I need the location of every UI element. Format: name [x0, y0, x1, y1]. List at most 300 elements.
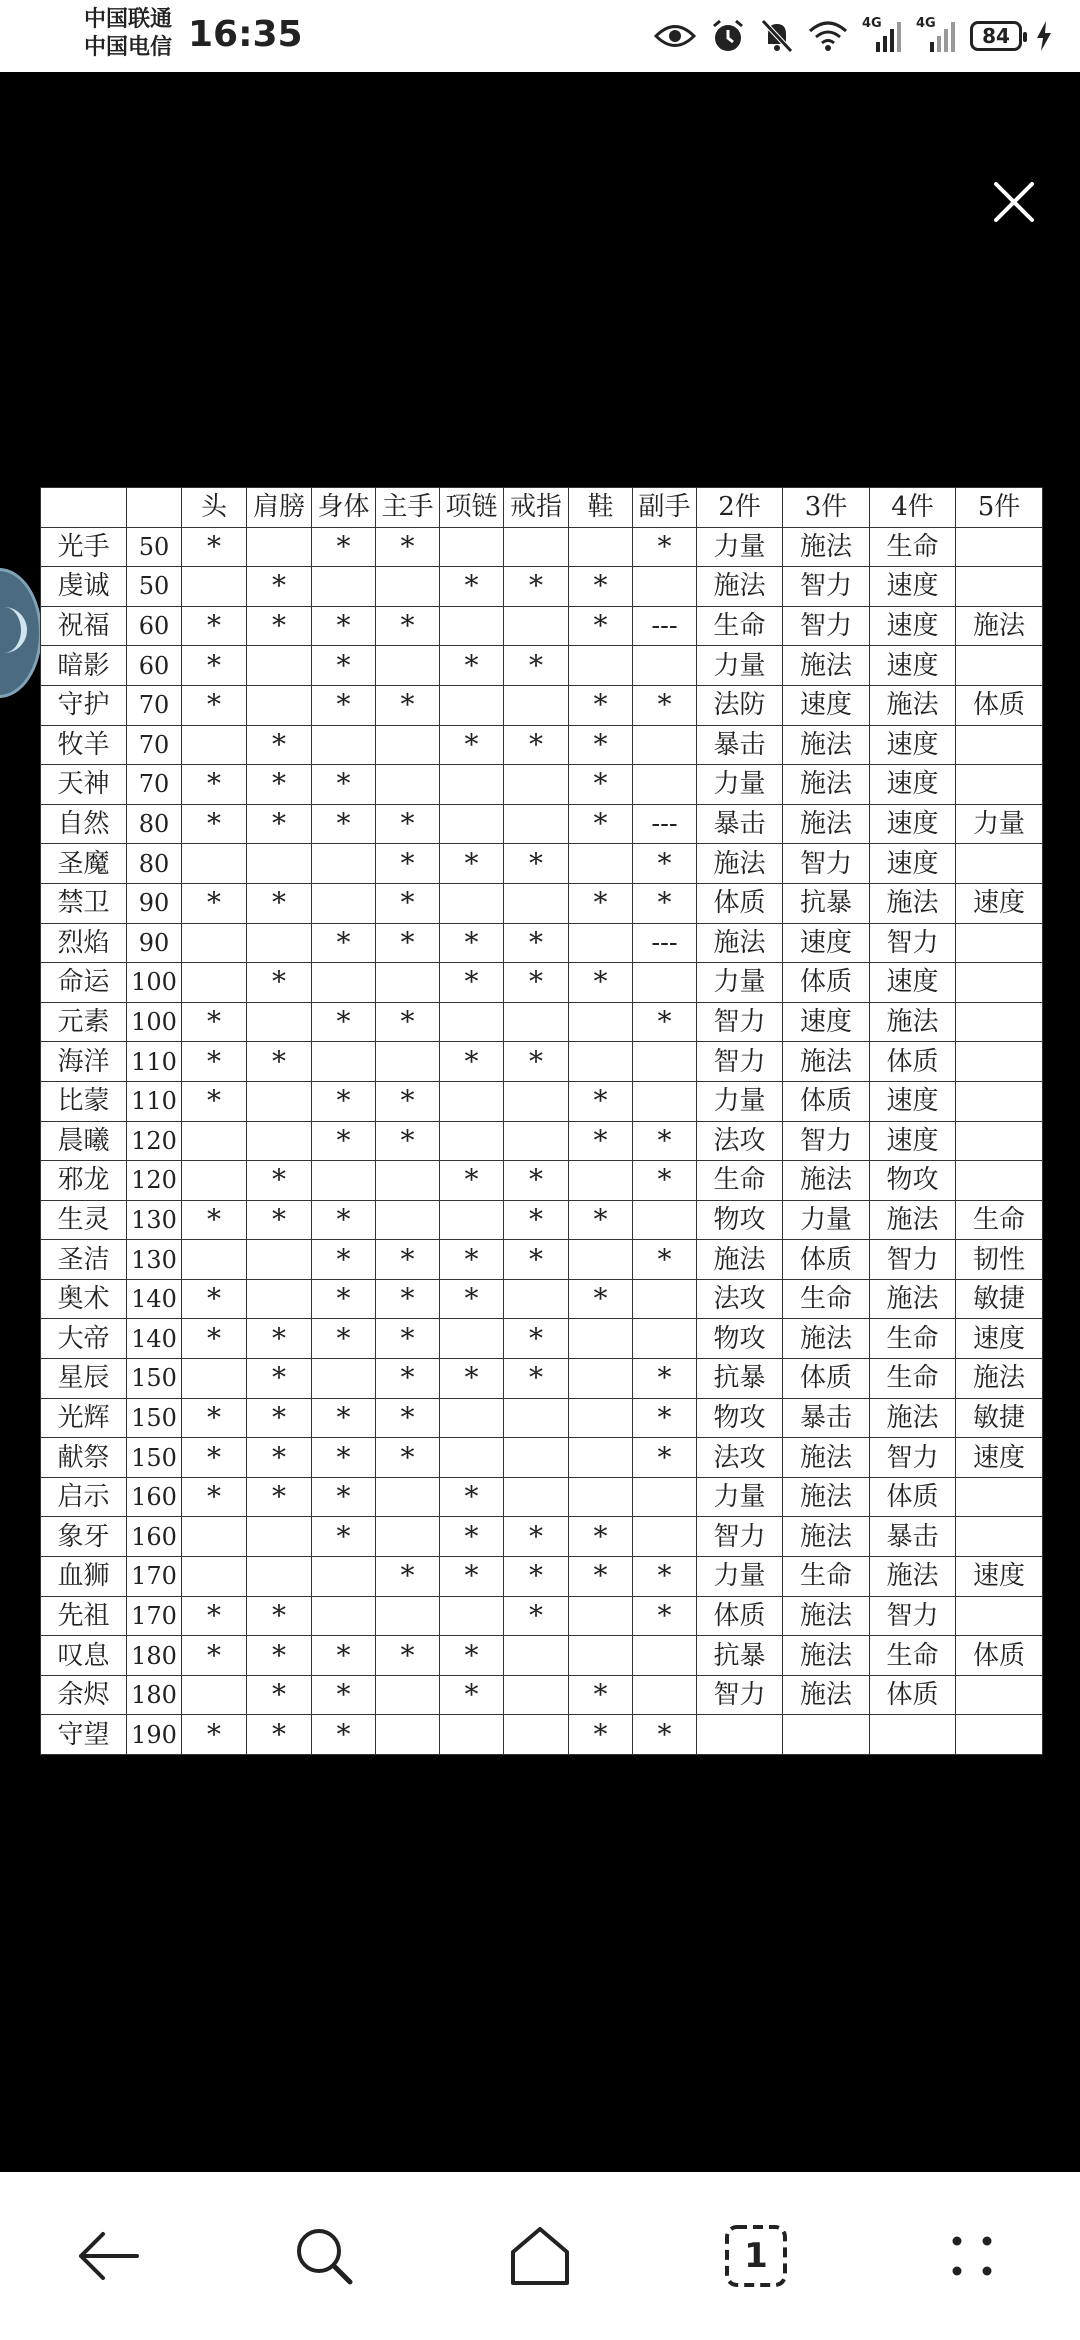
table-cell: *: [440, 844, 504, 884]
table-cell: [182, 1359, 247, 1399]
table-cell: [312, 1161, 376, 1201]
table-cell: *: [376, 804, 440, 844]
table-cell: [182, 725, 247, 765]
table-cell: [569, 646, 633, 686]
network-type-2: 4G: [916, 16, 936, 31]
table-cell: 体质: [783, 963, 870, 1003]
table-cell: 圣洁: [41, 1240, 127, 1280]
table-cell: [182, 1240, 247, 1280]
table-cell: *: [504, 1240, 569, 1280]
eye-icon: [654, 21, 696, 51]
table-cell: *: [440, 1279, 504, 1319]
table-cell: *: [312, 804, 376, 844]
table-cell: [247, 685, 312, 725]
table-cell: 90: [127, 883, 182, 923]
mute-bell-icon: [760, 18, 794, 54]
table-cell: *: [182, 883, 247, 923]
table-cell: [633, 963, 697, 1003]
table-cell: ---: [633, 923, 697, 963]
table-header-cell: 副手: [633, 488, 697, 528]
table-row: [41, 1279, 1043, 1319]
table-cell: 生命: [870, 1319, 956, 1359]
table-cell: 力量: [697, 646, 783, 686]
table-cell: [956, 1042, 1043, 1082]
table-cell: 血狮: [41, 1557, 127, 1597]
table-cell: 法攻: [697, 1121, 783, 1161]
table-cell: 180: [127, 1636, 182, 1676]
table-cell: 命运: [41, 963, 127, 1003]
table-cell: *: [633, 1398, 697, 1438]
table-cell: *: [247, 606, 312, 646]
table-cell: 邪龙: [41, 1161, 127, 1201]
table-cell: 法防: [697, 685, 783, 725]
table-cell: 力量: [697, 527, 783, 567]
table-cell: 生命: [870, 1636, 956, 1676]
table-cell: *: [247, 567, 312, 607]
table-cell: *: [182, 1279, 247, 1319]
table-cell: 施法: [870, 1557, 956, 1597]
table-cell: 光手: [41, 527, 127, 567]
table-cell: 施法: [783, 725, 870, 765]
table-cell: 智力: [697, 1002, 783, 1042]
table-cell: [376, 1200, 440, 1240]
table-cell: 烈焰: [41, 923, 127, 963]
table-cell: 生灵: [41, 1200, 127, 1240]
table-cell: 智力: [783, 606, 870, 646]
battery-level: 84: [982, 24, 1010, 48]
table-cell: 牧羊: [41, 725, 127, 765]
table-cell: *: [376, 883, 440, 923]
table-cell: *: [312, 1398, 376, 1438]
table-cell: *: [312, 1279, 376, 1319]
table-cell: *: [376, 1081, 440, 1121]
table-row: [41, 1596, 1043, 1636]
table-cell: [504, 1279, 569, 1319]
table-cell: 施法: [783, 1319, 870, 1359]
table-row: [41, 1161, 1043, 1201]
table-row: [41, 527, 1043, 567]
table-header-row: [41, 488, 1043, 528]
back-button[interactable]: [58, 2206, 158, 2306]
table-cell: *: [312, 1477, 376, 1517]
table-cell: [504, 1398, 569, 1438]
table-cell: 生命: [783, 1279, 870, 1319]
table-cell: [569, 1596, 633, 1636]
table-cell: *: [504, 923, 569, 963]
table-cell: *: [182, 1636, 247, 1676]
table-cell: 160: [127, 1477, 182, 1517]
table-cell: *: [633, 1438, 697, 1478]
table-cell: [440, 1596, 504, 1636]
table-row: [41, 1715, 1043, 1755]
table-cell: [312, 963, 376, 1003]
table-cell: *: [376, 1002, 440, 1042]
table-cell: 速度: [870, 844, 956, 884]
table-cell: 智力: [870, 1596, 956, 1636]
table-row: [41, 567, 1043, 607]
table-cell: *: [312, 923, 376, 963]
table-cell: *: [633, 685, 697, 725]
table-cell: 施法: [697, 1240, 783, 1280]
table-cell: *: [569, 883, 633, 923]
table-cell: [440, 1081, 504, 1121]
table-header-cell: 3件: [783, 488, 870, 528]
table-cell: 施法: [870, 685, 956, 725]
table-cell: [376, 1596, 440, 1636]
table-cell: 象牙: [41, 1517, 127, 1557]
table-cell: *: [569, 1715, 633, 1755]
table-cell: 施法: [870, 1398, 956, 1438]
tabs-button[interactable]: [706, 2206, 806, 2306]
close-icon: [984, 172, 1044, 232]
table-cell: [956, 1081, 1043, 1121]
table-cell: 速度: [956, 1319, 1043, 1359]
table-cell: *: [182, 606, 247, 646]
table-cell: *: [312, 765, 376, 805]
table-cell: *: [182, 1438, 247, 1478]
table-cell: 150: [127, 1359, 182, 1399]
table-cell: *: [440, 1517, 504, 1557]
table-cell: [633, 1675, 697, 1715]
table-cell: *: [504, 963, 569, 1003]
table-cell: *: [569, 765, 633, 805]
table-cell: [633, 1517, 697, 1557]
table-row: [41, 646, 1043, 686]
table-cell: *: [247, 1042, 312, 1082]
table-cell: 体质: [956, 1636, 1043, 1676]
table-cell: *: [569, 606, 633, 646]
table-cell: *: [633, 883, 697, 923]
table-cell: [504, 1081, 569, 1121]
table-cell: *: [569, 567, 633, 607]
table-cell: 献祭: [41, 1438, 127, 1478]
table-cell: [376, 1477, 440, 1517]
table-row: [41, 1002, 1043, 1042]
table-cell: *: [440, 725, 504, 765]
table-cell: *: [569, 804, 633, 844]
table-cell: 体质: [870, 1042, 956, 1082]
table-cell: 速度: [783, 923, 870, 963]
table-cell: *: [376, 844, 440, 884]
table-cell: [956, 1477, 1043, 1517]
table-cell: [312, 1557, 376, 1597]
table-cell: 物攻: [697, 1200, 783, 1240]
table-cell: 物攻: [870, 1161, 956, 1201]
more-button[interactable]: [922, 2206, 1022, 2306]
table-cell: 抗暴: [697, 1636, 783, 1676]
table-row: [41, 963, 1043, 1003]
table-cell: *: [633, 1715, 697, 1755]
table-cell: [376, 963, 440, 1003]
table-row: [41, 1477, 1043, 1517]
table-cell: *: [376, 685, 440, 725]
table-cell: 生命: [870, 1359, 956, 1399]
table-cell: [633, 1081, 697, 1121]
table-cell: *: [440, 646, 504, 686]
table-cell: *: [247, 1675, 312, 1715]
table-cell: *: [376, 1359, 440, 1399]
table-cell: 施法: [783, 1636, 870, 1676]
table-row: [41, 765, 1043, 805]
table-cell: *: [440, 1161, 504, 1201]
network-type-1: 4G: [862, 16, 882, 31]
table-cell: *: [247, 765, 312, 805]
table-cell: 比蒙: [41, 1081, 127, 1121]
table-cell: *: [569, 1517, 633, 1557]
table-cell: 余烬: [41, 1675, 127, 1715]
table-cell: *: [376, 606, 440, 646]
carrier-labels: [84, 6, 172, 62]
table-cell: [697, 1715, 783, 1755]
table-cell: 智力: [697, 1517, 783, 1557]
table-cell: 暴击: [697, 725, 783, 765]
table-row: [41, 1438, 1043, 1478]
table-cell: 施法: [783, 1477, 870, 1517]
table-cell: [376, 1715, 440, 1755]
carrier-1: 中国联通: [84, 7, 173, 32]
table-cell: 110: [127, 1081, 182, 1121]
table-cell: 施法: [870, 883, 956, 923]
table-cell: 速度: [870, 1121, 956, 1161]
table-cell: 施法: [783, 1042, 870, 1082]
table-cell: [569, 1636, 633, 1676]
table-cell: [956, 923, 1043, 963]
table-cell: [633, 1279, 697, 1319]
table-cell: 100: [127, 963, 182, 1003]
table-cell: [247, 527, 312, 567]
table-cell: *: [440, 1359, 504, 1399]
close-button[interactable]: [984, 172, 1044, 232]
table-cell: [312, 1596, 376, 1636]
home-button[interactable]: [490, 2206, 590, 2306]
table-cell: 140: [127, 1279, 182, 1319]
table-cell: 施法: [870, 1200, 956, 1240]
table-cell: [182, 844, 247, 884]
table-cell: [956, 1675, 1043, 1715]
table-cell: *: [247, 1596, 312, 1636]
table-cell: *: [440, 567, 504, 607]
table-cell: *: [376, 1398, 440, 1438]
table-cell: [182, 1161, 247, 1201]
table-cell: 120: [127, 1121, 182, 1161]
table-cell: 体质: [956, 685, 1043, 725]
table-cell: *: [569, 1121, 633, 1161]
table-cell: [504, 1715, 569, 1755]
table-cell: 物攻: [697, 1398, 783, 1438]
table-cell: *: [376, 527, 440, 567]
status-icons: [654, 14, 1052, 58]
table-cell: 力量: [697, 765, 783, 805]
table-cell: [956, 1715, 1043, 1755]
table-cell: *: [569, 1675, 633, 1715]
table-cell: 智力: [870, 1438, 956, 1478]
table-cell: 100: [127, 1002, 182, 1042]
table-cell: [956, 1121, 1043, 1161]
table-cell: 110: [127, 1042, 182, 1082]
table-cell: [633, 1477, 697, 1517]
table-cell: 50: [127, 567, 182, 607]
table-cell: 体质: [783, 1359, 870, 1399]
table-cell: [633, 725, 697, 765]
table-cell: [376, 1675, 440, 1715]
table-cell: *: [504, 844, 569, 884]
table-cell: *: [440, 1477, 504, 1517]
table-cell: 圣魔: [41, 844, 127, 884]
table-cell: 敏捷: [956, 1398, 1043, 1438]
table-header-cell: 鞋: [569, 488, 633, 528]
set-table-image: [40, 487, 1042, 1755]
table-cell: *: [247, 1477, 312, 1517]
table-cell: 170: [127, 1596, 182, 1636]
table-cell: 体质: [697, 883, 783, 923]
table-cell: [440, 883, 504, 923]
table-cell: 生命: [697, 1161, 783, 1201]
table-cell: *: [182, 1002, 247, 1042]
table-cell: 暴击: [697, 804, 783, 844]
table-cell: 70: [127, 725, 182, 765]
table-cell: 速度: [870, 1081, 956, 1121]
table-cell: 敏捷: [956, 1279, 1043, 1319]
table-cell: 120: [127, 1161, 182, 1201]
table-cell: [376, 1161, 440, 1201]
table-cell: *: [247, 725, 312, 765]
table-cell: [956, 1002, 1043, 1042]
table-cell: *: [569, 685, 633, 725]
table-cell: *: [633, 1002, 697, 1042]
table-cell: 施法: [870, 1279, 956, 1319]
table-cell: [569, 844, 633, 884]
table-cell: *: [504, 646, 569, 686]
table-cell: 韧性: [956, 1240, 1043, 1280]
table-cell: *: [312, 1438, 376, 1478]
table-cell: *: [440, 1636, 504, 1676]
table-header-cell: 身体: [312, 488, 376, 528]
table-cell: 速度: [870, 606, 956, 646]
table-cell: [956, 567, 1043, 607]
table-cell: *: [504, 725, 569, 765]
table-header-cell: 项链: [440, 488, 504, 528]
table-cell: *: [182, 1319, 247, 1359]
table-row: [41, 1359, 1043, 1399]
table-cell: [440, 1319, 504, 1359]
table-cell: 190: [127, 1715, 182, 1755]
table-cell: 150: [127, 1398, 182, 1438]
table-cell: *: [569, 1081, 633, 1121]
table-cell: 生命: [956, 1200, 1043, 1240]
table-cell: *: [376, 923, 440, 963]
table-cell: *: [312, 1319, 376, 1359]
table-cell: [956, 646, 1043, 686]
table-cell: 法攻: [697, 1438, 783, 1478]
table-cell: *: [504, 567, 569, 607]
table-cell: 暴击: [783, 1398, 870, 1438]
table-cell: 生命: [783, 1557, 870, 1597]
table-row: [41, 685, 1043, 725]
table-cell: [569, 1477, 633, 1517]
carrier-2: 中国电信: [84, 35, 173, 60]
table-cell: [440, 1438, 504, 1478]
table-cell: *: [247, 804, 312, 844]
table-cell: *: [569, 1279, 633, 1319]
table-row: [41, 1121, 1043, 1161]
table-cell: [504, 1438, 569, 1478]
table-cell: 150: [127, 1438, 182, 1478]
table-cell: *: [182, 1715, 247, 1755]
table-cell: 施法: [783, 527, 870, 567]
table-cell: [182, 923, 247, 963]
table-cell: 70: [127, 765, 182, 805]
table-cell: 80: [127, 844, 182, 884]
table-cell: 施法: [783, 1517, 870, 1557]
table-cell: *: [569, 963, 633, 1003]
table-cell: *: [504, 1557, 569, 1597]
table-cell: [312, 1359, 376, 1399]
table-cell: *: [504, 1359, 569, 1399]
table-cell: [440, 765, 504, 805]
table-cell: 法攻: [697, 1279, 783, 1319]
table-cell: 施法: [783, 1675, 870, 1715]
table-cell: 施法: [783, 1161, 870, 1201]
table-cell: *: [182, 1398, 247, 1438]
table-row: [41, 804, 1043, 844]
table-cell: [247, 1002, 312, 1042]
table-cell: *: [247, 883, 312, 923]
equipment-set-table: [40, 487, 1043, 1755]
table-cell: [569, 923, 633, 963]
table-cell: 叹息: [41, 1636, 127, 1676]
table-cell: [504, 883, 569, 923]
table-cell: *: [504, 1517, 569, 1557]
table-cell: 180: [127, 1675, 182, 1715]
table-cell: *: [376, 1121, 440, 1161]
table-cell: *: [182, 1200, 247, 1240]
back-arrow-icon: [73, 2226, 143, 2286]
table-cell: [633, 765, 697, 805]
table-cell: [182, 1675, 247, 1715]
table-cell: 智力: [870, 923, 956, 963]
table-cell: 80: [127, 804, 182, 844]
table-cell: 力量: [697, 1557, 783, 1597]
table-cell: *: [247, 963, 312, 1003]
table-cell: 体质: [870, 1675, 956, 1715]
table-row: [41, 1240, 1043, 1280]
bottom-nav-bar: [0, 2172, 1080, 2340]
tab-count: 1: [744, 2236, 768, 2276]
table-cell: 海洋: [41, 1042, 127, 1082]
table-cell: 智力: [783, 567, 870, 607]
table-cell: [956, 963, 1043, 1003]
table-cell: *: [182, 1042, 247, 1082]
table-cell: 自然: [41, 804, 127, 844]
table-cell: 60: [127, 646, 182, 686]
table-cell: [376, 1042, 440, 1082]
table-cell: [376, 1517, 440, 1557]
table-cell: [440, 527, 504, 567]
table-cell: *: [569, 1557, 633, 1597]
table-cell: 智力: [697, 1675, 783, 1715]
table-cell: *: [504, 1596, 569, 1636]
table-header-cell: 戒指: [504, 488, 569, 528]
table-cell: 速度: [870, 963, 956, 1003]
search-button[interactable]: [274, 2206, 374, 2306]
table-cell: 速度: [870, 804, 956, 844]
table-cell: 体质: [783, 1081, 870, 1121]
table-row: [41, 1042, 1043, 1082]
table-cell: *: [182, 1477, 247, 1517]
home-icon: [507, 2224, 573, 2288]
table-cell: 170: [127, 1557, 182, 1597]
table-cell: *: [182, 685, 247, 725]
